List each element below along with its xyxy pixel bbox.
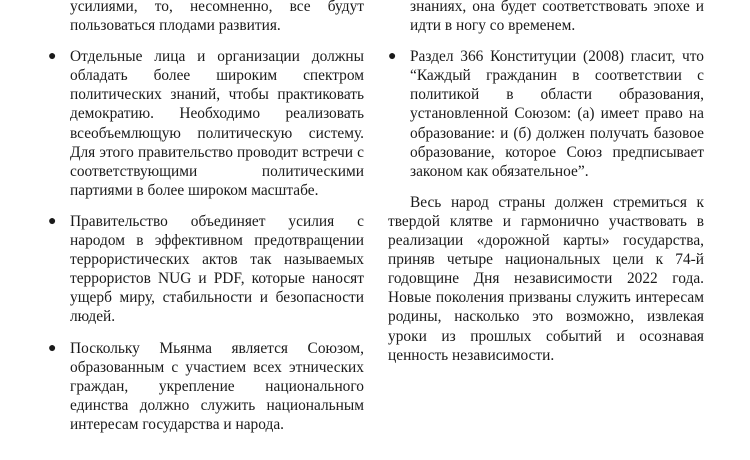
bullet-item — [48, 47, 364, 200]
body-paragraph: Весь народ страны должен стремиться к твердой клятве и гармонично участвовать в реализации «дорожной карты» государства, приняв четыре национальных цели к 74-й годовщине Дня независимости 2022 года. Новые поколения призваны служить интересам родины, насколько это возможно, извлекая уроки из прошлых событий и осознавая ценность независимости. — [388, 193, 704, 364]
bullet-icon: ● — [48, 340, 57, 356]
bullet-text: Правительство объединяет усилия с народом в эффективном предотвращении террористических актов так называемых террористов NUG и PDF, которые наносят ущерб миру, стабильности и безопасности людей. — [70, 212, 364, 326]
bullet-item — [48, 339, 364, 434]
left-bullet-list — [48, 47, 364, 434]
right-bullet-list — [388, 47, 704, 181]
left-continuation-text: усилиями, то, несомненно, все будут пользоваться плодами развития. — [70, 0, 364, 35]
bullet-text: Раздел 366 Конституции (2008) гласит, что “Каждый гражданин в соответствии с политикой в области образования, установленной Союзом: (а) имеет право на образование: и (б) должен получать базовое образование, которое Союз предписывает законом как обязательное”. — [410, 48, 704, 180]
right-column — [388, 0, 704, 365]
right-continuation-text: знаниях, она будет соответствовать эпохе и идти в ногу со временем. — [410, 0, 704, 35]
left-column — [48, 0, 364, 446]
bullet-icon: ● — [388, 49, 397, 65]
bullet-text: Отдельные лица и организации должны обладать более широким спектром политических знаний, чтобы практиковать демократию. Необходимо реализовать всеобъемлющую политическую систему. Для этого правительство проводит встречи с соответствующими политическими партиями в более широком масштабе. — [70, 48, 364, 199]
bullet-text: Поскольку Мьянма является Союзом, образованным с участием всех этнических граждан, укрепление национального единства должно служить национальным интересам государства и народа. — [70, 339, 364, 433]
bullet-icon: ● — [48, 49, 57, 65]
bullet-item — [48, 212, 364, 327]
bullet-icon: ● — [48, 213, 57, 229]
bullet-item — [388, 47, 704, 181]
